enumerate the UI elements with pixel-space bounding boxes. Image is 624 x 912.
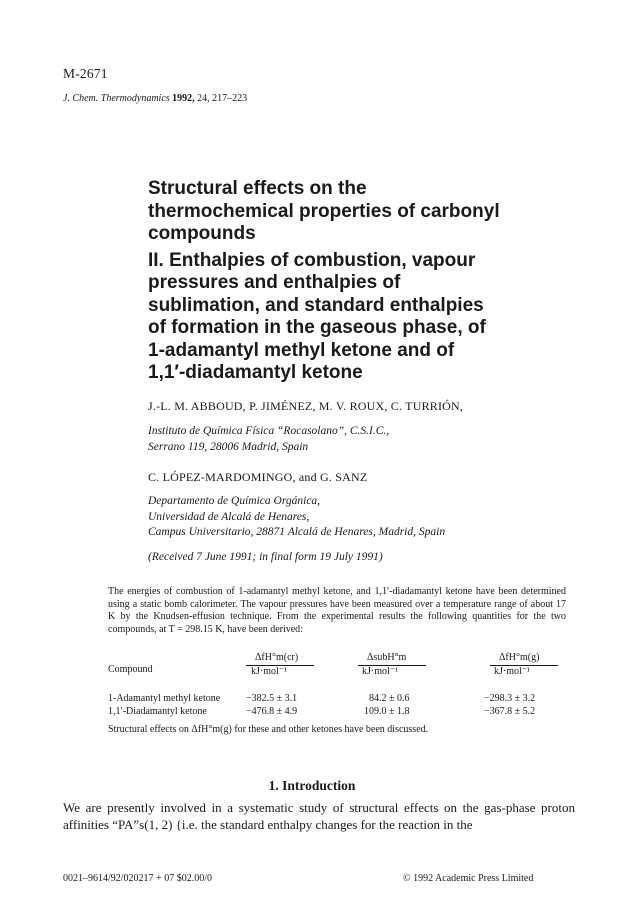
table-cell-value: 109.0 ± 1.8 — [364, 706, 410, 717]
table-cell-value: −476.8 ± 4.9 — [246, 706, 298, 717]
journal-name: J. Chem. Thermodynamics — [63, 93, 170, 104]
table-header-unit: kJ·mol⁻¹ — [362, 666, 399, 677]
table-header-compound: Compound — [108, 664, 153, 675]
section-heading: 1. Introduction — [268, 778, 356, 793]
table-cell-compound: 1-Adamantyl methyl ketone — [108, 693, 221, 704]
journal-year: 1992, — [172, 93, 195, 104]
introduction-paragraph: We are presently involved in a systematic study of structural effects on the gas-phase proton affinities “PA”s(1, 2) {i.e. the standard enthalpy changes for the reaction in the — [63, 800, 575, 832]
table-header-unit: kJ·mol⁻¹ — [494, 666, 531, 677]
footer-issn: 0021–9614/92/020217 + 07 $02.00/0 — [63, 873, 212, 884]
affiliation-line: Instituto de Química Física “Rocasolano”, C.S.I.C., — [148, 425, 390, 437]
affiliation-1 — [148, 424, 389, 455]
title-line: compounds — [148, 223, 256, 244]
footer-copyright: © 1992 Academic Press Limited — [403, 873, 534, 884]
affiliation-2 — [148, 494, 445, 541]
received-dates: (Received 7 June 1991; in final form 19 July 1991) — [148, 551, 383, 563]
table-header-formation-g: ΔfH°m(g) — [499, 652, 540, 663]
author-group-2: C. LÓPEZ-MARDOMINGO, and G. SANZ — [148, 470, 368, 484]
table-cell-value: −298.3 ± 3.2 — [484, 693, 536, 704]
journal-volume-pages: 24, 217–223 — [197, 93, 248, 104]
table-header-formation-cr: ΔfH°m(cr) — [255, 652, 299, 663]
table-cell-value: −382.5 ± 3.1 — [246, 693, 298, 704]
title-line: 1,1′-diadamantyl ketone — [148, 362, 363, 383]
affiliation-line: Campus Universitario, 28871 Alcalá de Henares, Madrid, Spain — [148, 526, 446, 538]
structural-effects-note: Structural effects on ΔfH°m(g) for these and other ketones have been discussed. — [108, 724, 429, 735]
manuscript-code: M-2671 — [63, 66, 108, 81]
table-cell-value: 84.2 ± 0.6 — [369, 693, 410, 704]
title-line: of formation in the gaseous phase, of — [148, 317, 486, 338]
affiliation-line: Serrano 119, 28006 Madrid, Spain — [148, 440, 309, 453]
affiliation-line: Departamento de Química Orgánica, — [148, 495, 321, 507]
affiliation-line: Universidad de Alcalá de Henares, — [148, 510, 310, 523]
journal-citation — [63, 93, 247, 104]
table-cell-value: −367.8 ± 5.2 — [484, 706, 536, 717]
table-header-sublimation: ΔsubH°m — [367, 652, 407, 663]
title-line: Structural effects on the — [148, 178, 367, 199]
paper-title — [148, 178, 568, 385]
title-line: 1-adamantyl methyl ketone and of — [148, 339, 455, 361]
table-header-unit: kJ·mol⁻¹ — [251, 666, 288, 677]
title-line: pressures and enthalpies of — [148, 272, 401, 293]
title-line: thermochemical properties of carbonyl — [148, 200, 500, 222]
title-line: sublimation, and standard enthalpies — [148, 294, 484, 316]
abstract: The energies of combustion of 1-adamantyl methyl ketone, and 1,1′-diadamantyl ketone have been determined using a static bomb calorimeter. The vapour pressures have been measured over a temperature range of about 17 K by the Knudsen-effusion technique. From the experimental results the following quantities for the two compounds, at T = 298.15 K, have been derived: — [108, 586, 566, 635]
table-cell-compound: 1,1′-Diadamantyl ketone — [108, 706, 207, 717]
author-group-1: J.-L. M. ABBOUD, P. JIMÉNEZ, M. V. ROUX, C. TURRIÓN, — [148, 399, 464, 413]
title-line: II. Enthalpies of combustion, vapour — [148, 249, 476, 271]
